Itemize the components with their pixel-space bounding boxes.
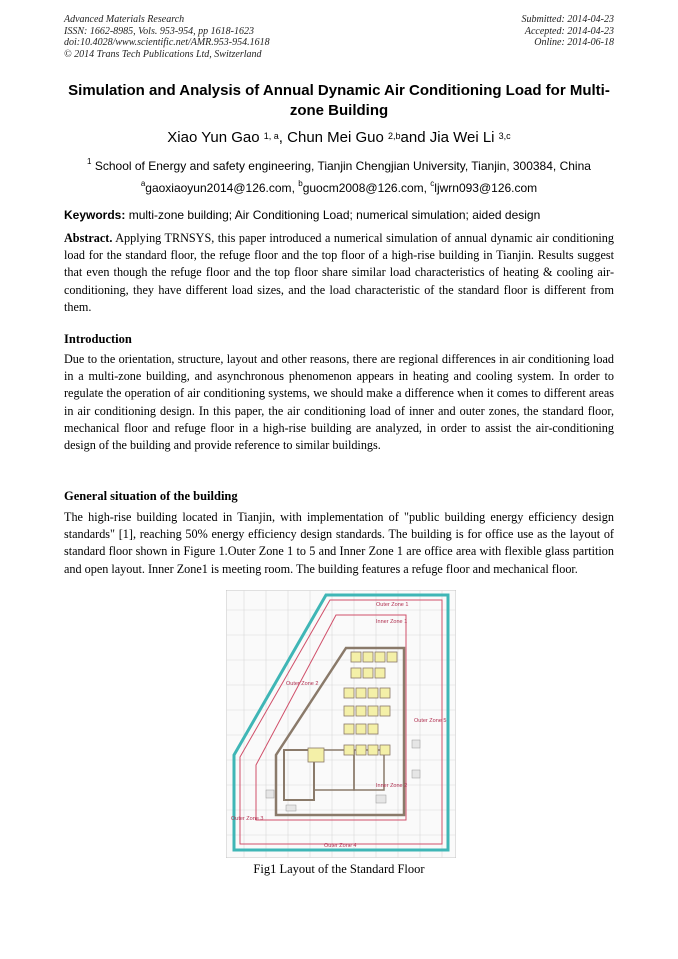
author-separator: and [400,129,430,146]
figure-caption: Fig1 Layout of the Standard Floor [253,862,425,876]
journal-issn: ISSN: 1662-8985, Vols. 953-954, pp 1618-1623 [64,25,254,37]
author-affiliation-mark: 1, a [263,131,279,141]
journal-doi: doi:10.4028/www.scientific.net/AMR.953-954.1618 [64,37,270,48]
journal-copyright: © 2014 Trans Tech Publications Ltd, Switzerland [64,48,262,60]
affiliation-mark: 1 [87,157,92,166]
zone-label-outer-5: Outer Zone 5 [414,718,447,724]
paper-title: Simulation and Analysis of Annual Dynamic Air Conditioning Load for Multi-zone Building [68,82,610,119]
author-name: Jia Wei Li [429,129,495,146]
email-mark: c [430,179,435,188]
submission-dates [522,14,615,49]
submitted-date: Submitted: 2014-04-23 [521,14,614,25]
zone-label-inner-2: Inner Zone 2 [376,783,408,789]
author-separator: , [278,129,288,146]
author-affiliation-mark: 2,b [388,131,401,141]
affiliation-text: School of Energy and safety engineering, Tianjin Chengjian University, Tianjin, 300384, China [94,159,591,173]
abstract-label: Abstract. [64,231,113,245]
keywords-text: multi-zone building; Air Conditioning Load; numerical simulation; aided design [128,208,541,222]
author-list [64,128,614,148]
author-name: Xiao Yun Gao [167,129,260,146]
journal-info [64,14,270,60]
abstract [64,230,614,316]
accepted-date: Accepted: 2014-04-23 [524,25,614,37]
affiliation [64,155,614,174]
author-affiliation-mark: 3,c [498,131,511,141]
email-mark: a [140,179,146,188]
email-mark: b [298,179,303,188]
email-address[interactable]: gaoxiaoyun2014@126.com [145,181,292,195]
section-heading-general-situation: General situation of the building [64,489,238,503]
floor-plan-figure [226,590,456,858]
zone-label-outer-2: Outer Zone 2 [286,681,319,687]
author-emails [64,177,614,196]
introduction-text: Due to the orientation, structure, layout and other reasons, there are regional differences in air conditioning load in a multi-zone building, and asynchronous phenomenon appears in heating and cooling system. In order to regulate the operation of air conditioning systems, we should make a difference when it comes to different areas in air conditioning design. In this paper, the air conditioning load of inner and outer zones, the standard floor, mechanical floor and refuge floor in a high-rise building are analyzed, in order to assist the air-conditioning design of the building and provide reference to similar buildings. [64,352,614,453]
email-address[interactable]: guocm2008@126.com [302,181,424,195]
journal-name: Advanced Materials Research [64,14,185,25]
section-heading-introduction: Introduction [64,332,132,346]
abstract-text: Applying TRNSYS, this paper introduced a numerical simulation of annual dynamic air conditioning load for the standard floor, the refuge floor and the top floor of a high-rise building in Tianjin. Results suggest that even though the refuge floor and the top floor share similar load characteristics of heating & cooling air-conditioning, they have different load sizes, and the load characteristic of the standard floor is different from them. [64,231,614,314]
email-separator: , [291,181,299,195]
keywords-label: Keywords: [64,208,126,222]
zone-label-outer-1: Outer Zone 1 [376,602,409,608]
zone-label-outer-4: Outer Zone 4 [324,843,357,849]
keywords [64,207,614,223]
author-name: Chun Mei Guo [287,129,384,146]
online-date: Online: 2014-06-18 [534,37,614,48]
general-situation-text: The high-rise building located in Tianjin, with implementation of "public building energy efficiency design standards" [1], reaching 50% energy efficiency design standards. The building is for office use as the layout of standard floor shown in Figure 1.Outer Zone 1 to 5 and Inner Zone 1 are office area with flexible glass partition and open layout. Inner Zone1 is meeting room. The building features a refuge floor and mechanical floor. [64,510,614,576]
zone-label-inner-1: Inner Zone 1 [376,619,408,625]
zone-label-outer-3: Outer Zone 3 [231,816,264,822]
email-separator: , [423,181,431,195]
email-address[interactable]: ljwrn093@126.com [434,181,538,195]
